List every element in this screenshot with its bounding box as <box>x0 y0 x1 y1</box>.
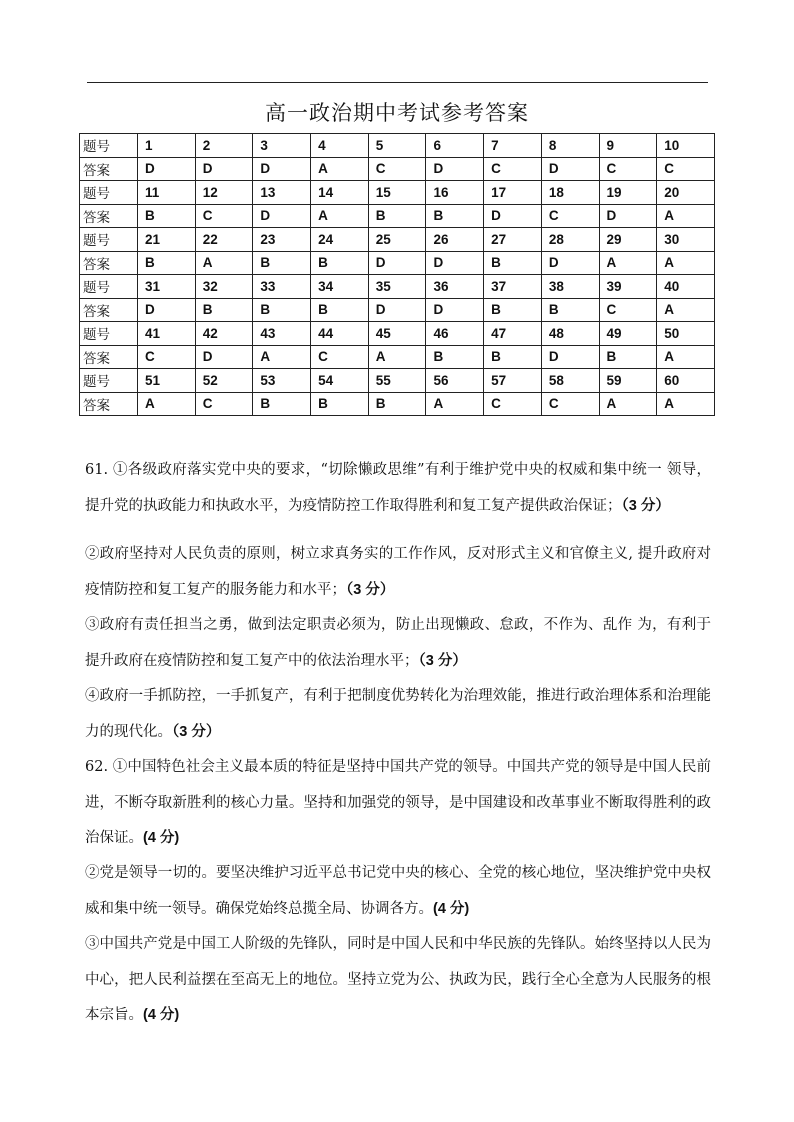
answer-cell: B <box>368 204 426 228</box>
answer-cell: D <box>195 157 253 181</box>
question-row <box>80 322 715 346</box>
question-number-header: 题号 <box>80 228 138 252</box>
answer-cell: A <box>599 392 657 416</box>
question-number-cell: 28 <box>541 228 599 252</box>
question-number-cell: 29 <box>599 228 657 252</box>
question-number-header: 题号 <box>80 369 138 393</box>
answer-cell: A <box>657 345 715 369</box>
question-number-cell: 45 <box>368 322 426 346</box>
answer-cell: B <box>138 204 196 228</box>
question-number-header: 题号 <box>80 181 138 205</box>
question-row <box>80 181 715 205</box>
question-number-cell: 35 <box>368 275 426 299</box>
question-number-cell: 47 <box>484 322 542 346</box>
answer-61-3: ③政府有责任担当之勇，做到法定职责必须为，防止出现懒政、怠政，不作为、乱作 为，有利于提升政府在疫情防控和复工复产中的依法治理水平；（3 分） <box>85 617 711 669</box>
question-row <box>80 134 715 158</box>
question-number-cell: 44 <box>311 322 369 346</box>
answer-cell: A <box>368 345 426 369</box>
answer-cell: A <box>253 345 311 369</box>
answer-cell: A <box>657 392 715 416</box>
question-number-cell: 10 <box>657 134 715 158</box>
answer-cell: A <box>657 298 715 322</box>
answer-cell: D <box>541 251 599 275</box>
question-number-cell: 22 <box>195 228 253 252</box>
question-number-cell: 46 <box>426 322 484 346</box>
answer-cell: C <box>484 157 542 181</box>
question-number-cell: 54 <box>311 369 369 393</box>
question-number-cell: 42 <box>195 322 253 346</box>
question-number-cell: 5 <box>368 134 426 158</box>
question-number-cell: 60 <box>657 369 715 393</box>
question-number-cell: 20 <box>657 181 715 205</box>
answer-61-4: ④政府一手抓防控，一手抓复产，有利于把制度优势转化为治理效能，推进行政治理体系和治理能力的现代化。（3 分） <box>85 688 711 740</box>
question-number-cell: 31 <box>138 275 196 299</box>
question-number-cell: 25 <box>368 228 426 252</box>
question-number-cell: 56 <box>426 369 484 393</box>
question-number-cell: 51 <box>138 369 196 393</box>
question-number-cell: 24 <box>311 228 369 252</box>
answer-cell: D <box>541 345 599 369</box>
answer-cell: A <box>657 251 715 275</box>
answer-cell: C <box>311 345 369 369</box>
question-number-cell: 19 <box>599 181 657 205</box>
answer-61-2: ②政府坚持对人民负责的原则，树立求真务实的工作作风，反对形式主义和官僚主义, 提升政府对疫情防控和复工复产的服务能力和水平；（3 分） <box>85 546 711 598</box>
question-number-cell: 36 <box>426 275 484 299</box>
answer-table <box>79 133 715 416</box>
answer-header: 答案 <box>80 204 138 228</box>
answer-cell: A <box>311 157 369 181</box>
question-number-cell: 3 <box>253 134 311 158</box>
answer-row <box>80 204 715 228</box>
question-number-cell: 52 <box>195 369 253 393</box>
question-number-cell: 4 <box>311 134 369 158</box>
answer-header: 答案 <box>80 392 138 416</box>
answer-cell: B <box>138 251 196 275</box>
question-number-cell: 23 <box>253 228 311 252</box>
answer-cell: B <box>253 298 311 322</box>
answer-cell: B <box>311 392 369 416</box>
answer-row <box>80 251 715 275</box>
answer-cell: D <box>368 251 426 275</box>
answer-cell: C <box>195 204 253 228</box>
question-number-cell: 57 <box>484 369 542 393</box>
question-number-cell: 39 <box>599 275 657 299</box>
answer-cell: A <box>426 392 484 416</box>
question-row <box>80 275 715 299</box>
question-number-cell: 1 <box>138 134 196 158</box>
question-number-cell: 43 <box>253 322 311 346</box>
answer-cell: C <box>138 345 196 369</box>
answer-cell: B <box>599 345 657 369</box>
answer-cell: C <box>484 392 542 416</box>
question-number-cell: 38 <box>541 275 599 299</box>
question-number-cell: 15 <box>368 181 426 205</box>
question-number-cell: 53 <box>253 369 311 393</box>
question-number-cell: 48 <box>541 322 599 346</box>
answer-header: 答案 <box>80 157 138 181</box>
answer-cell: D <box>368 298 426 322</box>
question-number-cell: 32 <box>195 275 253 299</box>
question-number-cell: 50 <box>657 322 715 346</box>
answer-row <box>80 157 715 181</box>
question-number-header: 题号 <box>80 322 138 346</box>
answer-cell: B <box>484 251 542 275</box>
answer-cell: B <box>253 251 311 275</box>
answer-cell: A <box>657 204 715 228</box>
question-number-cell: 27 <box>484 228 542 252</box>
top-rule <box>87 82 708 83</box>
answer-cell: B <box>426 345 484 369</box>
answer-62-3: ③中国共产党是中国工人阶级的先锋队，同时是中国人民和中华民族的先锋队。始终坚持以人民为中心，把人民利益摆在至高无上的地位。坚持立党为公、执政为民，践行全心全意为人民服务的根本宗旨。(4 分) <box>85 936 711 1023</box>
answer-cell: C <box>368 157 426 181</box>
answer-cell: B <box>311 298 369 322</box>
question-number-cell: 6 <box>426 134 484 158</box>
answer-cell: D <box>426 251 484 275</box>
answer-cell: D <box>138 298 196 322</box>
answer-row <box>80 298 715 322</box>
question-number-cell: 34 <box>311 275 369 299</box>
answer-cell: D <box>599 204 657 228</box>
answer-cell: D <box>426 157 484 181</box>
question-number-cell: 14 <box>311 181 369 205</box>
question-number-cell: 21 <box>138 228 196 252</box>
question-number-cell: 13 <box>253 181 311 205</box>
answer-header: 答案 <box>80 298 138 322</box>
answer-cell: C <box>657 157 715 181</box>
answer-cell: D <box>195 345 253 369</box>
question-number-cell: 16 <box>426 181 484 205</box>
question-number-cell: 17 <box>484 181 542 205</box>
answer-cell: C <box>599 157 657 181</box>
answer-cell: C <box>599 298 657 322</box>
answer-cell: A <box>138 392 196 416</box>
answer-cell: B <box>484 298 542 322</box>
question-number-cell: 11 <box>138 181 196 205</box>
answer-cell: C <box>541 204 599 228</box>
answer-cell: B <box>253 392 311 416</box>
answer-cell: D <box>426 298 484 322</box>
question-number-cell: 8 <box>541 134 599 158</box>
answer-cell: D <box>541 157 599 181</box>
answer-cell: D <box>138 157 196 181</box>
answer-cell: A <box>311 204 369 228</box>
answer-cell: C <box>195 392 253 416</box>
answer-cell: A <box>599 251 657 275</box>
answer-cell: B <box>195 298 253 322</box>
question-number-cell: 37 <box>484 275 542 299</box>
answer-cell: B <box>484 345 542 369</box>
question-number-cell: 7 <box>484 134 542 158</box>
answer-cell: B <box>426 204 484 228</box>
question-number-header: 题号 <box>80 134 138 158</box>
answer-cell: B <box>368 392 426 416</box>
question-number-cell: 9 <box>599 134 657 158</box>
question-number-cell: 12 <box>195 181 253 205</box>
answer-cell: B <box>311 251 369 275</box>
question-row <box>80 369 715 393</box>
page-title: 高一政治期中考试参考答案 <box>265 101 529 125</box>
question-number-cell: 2 <box>195 134 253 158</box>
answer-row <box>80 392 715 416</box>
answer-61-1: 61. ①各级政府落实党中央的要求，“切除懒政思维”有利于维护党中央的权威和集中统一 领导，提升党的执政能力和执政水平，为疫情防控工作取得胜利和复工复产提供政治保证；（3 分） <box>85 462 711 514</box>
answer-header: 答案 <box>80 345 138 369</box>
answer-62-2: ②党是领导一切的。要坚决维护习近平总书记党中央的核心、全党的核心地位，坚决维护党中央权威和集中统一领导。确保党始终总揽全局、协调各方。(4 分) <box>85 865 711 917</box>
question-number-cell: 59 <box>599 369 657 393</box>
answer-row <box>80 345 715 369</box>
question-number-cell: 33 <box>253 275 311 299</box>
answer-cell: D <box>253 157 311 181</box>
question-number-cell: 55 <box>368 369 426 393</box>
question-number-cell: 30 <box>657 228 715 252</box>
answer-cell: C <box>541 392 599 416</box>
answer-cell: A <box>195 251 253 275</box>
question-number-cell: 49 <box>599 322 657 346</box>
question-number-cell: 40 <box>657 275 715 299</box>
answer-62-1: 62. ①中国特色社会主义最本质的特征是坚持中国共产党的领导。中国共产党的领导是中国人民前进，不断夺取新胜利的核心力量。坚持和加强党的领导，是中国建设和改革事业不断取得胜利的政治保证。(4 分) <box>85 759 711 846</box>
answer-cell: D <box>484 204 542 228</box>
question-row <box>80 228 715 252</box>
answer-cell: D <box>253 204 311 228</box>
answer-header: 答案 <box>80 251 138 275</box>
question-number-cell: 41 <box>138 322 196 346</box>
question-number-cell: 18 <box>541 181 599 205</box>
question-number-cell: 26 <box>426 228 484 252</box>
question-number-header: 题号 <box>80 275 138 299</box>
question-number-cell: 58 <box>541 369 599 393</box>
answer-cell: B <box>541 298 599 322</box>
